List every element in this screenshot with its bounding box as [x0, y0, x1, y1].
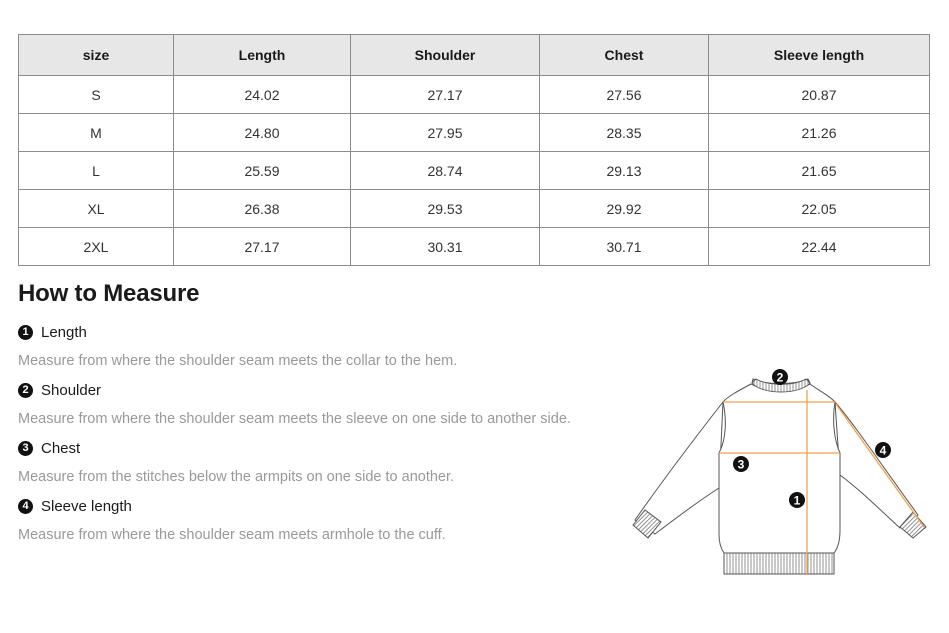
cell-chest: 28.35 — [540, 114, 709, 152]
measure-description-length: Measure from where the shoulder seam meets the collar to the hem. — [18, 353, 458, 369]
table-row — [19, 152, 930, 190]
column-header-length: Length — [174, 35, 351, 76]
sweater-measurement-diagram-icon — [620, 360, 940, 590]
cell-sleeve-length: 21.26 — [709, 114, 930, 152]
svg-text:3: 3 — [737, 457, 745, 472]
table-header-row — [19, 35, 930, 76]
cell-shoulder: 28.74 — [351, 152, 540, 190]
column-header-sleeve-length: Sleeve length — [709, 35, 930, 76]
measure-label: Sleeve length — [41, 498, 132, 515]
cell-sleeve-length: 22.05 — [709, 190, 930, 228]
cell-length: 24.80 — [174, 114, 351, 152]
cell-length: 25.59 — [174, 152, 351, 190]
measure-label: Length — [41, 324, 87, 341]
measure-description-sleeve-length: Measure from where the shoulder seam meets armhole to the cuff. — [18, 527, 446, 543]
cell-shoulder: 27.95 — [351, 114, 540, 152]
measure-label: Shoulder — [41, 382, 102, 399]
cell-size: 2XL — [19, 228, 174, 266]
cell-size: XL — [19, 190, 174, 228]
number-3-icon: 3 — [18, 441, 33, 456]
cell-shoulder: 27.17 — [351, 76, 540, 114]
measure-item-chest — [18, 440, 80, 457]
table-row — [19, 114, 930, 152]
cell-chest: 29.92 — [540, 190, 709, 228]
cell-chest: 30.71 — [540, 228, 709, 266]
table-row — [19, 190, 930, 228]
column-header-size: size — [19, 35, 174, 76]
number-4-icon: 4 — [18, 499, 33, 514]
measure-description-shoulder: Measure from where the shoulder seam meets the sleeve on one side to another side. — [18, 411, 571, 427]
cell-chest: 29.13 — [540, 152, 709, 190]
cell-size: S — [19, 76, 174, 114]
number-1-icon: 1 — [18, 325, 33, 340]
cell-length: 27.17 — [174, 228, 351, 266]
cell-length: 26.38 — [174, 190, 351, 228]
table-row — [19, 76, 930, 114]
measure-item-sleeve-length — [18, 498, 132, 515]
cell-size: L — [19, 152, 174, 190]
how-to-measure-title: How to Measure — [18, 280, 200, 307]
measure-item-shoulder — [18, 382, 101, 399]
cell-shoulder: 29.53 — [351, 190, 540, 228]
measure-item-length — [18, 324, 87, 341]
cell-sleeve-length: 21.65 — [709, 152, 930, 190]
number-2-icon: 2 — [18, 383, 33, 398]
cell-size: M — [19, 114, 174, 152]
cell-shoulder: 30.31 — [351, 228, 540, 266]
size-chart-table — [18, 34, 930, 266]
svg-text:2: 2 — [776, 370, 784, 385]
cell-sleeve-length: 22.44 — [709, 228, 930, 266]
column-header-chest: Chest — [540, 35, 709, 76]
cell-chest: 27.56 — [540, 76, 709, 114]
cell-length: 24.02 — [174, 76, 351, 114]
column-header-shoulder: Shoulder — [351, 35, 540, 76]
svg-text:1: 1 — [793, 493, 801, 508]
table-row — [19, 228, 930, 266]
svg-text:4: 4 — [879, 443, 887, 458]
measure-description-chest: Measure from the stitches below the armpits on one side to another. — [18, 469, 455, 485]
measure-label: Chest — [41, 440, 81, 457]
cell-sleeve-length: 20.87 — [709, 76, 930, 114]
